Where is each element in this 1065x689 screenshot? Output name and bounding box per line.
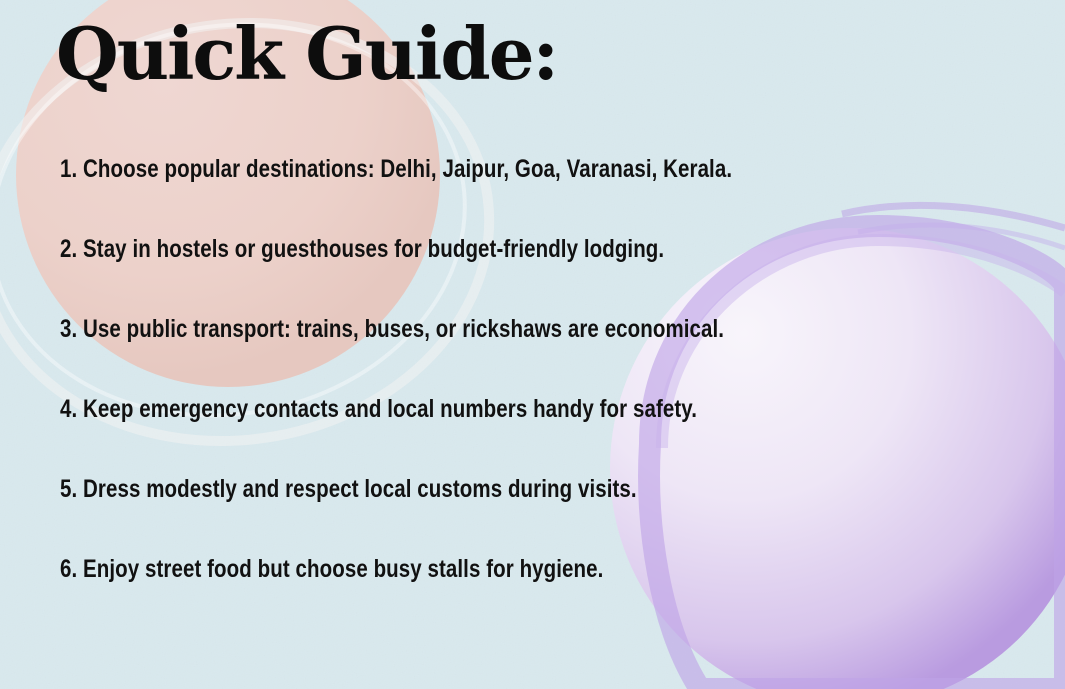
guide-item-3: 3. Use public transport: trains, buses, or rickshaws are economical. xyxy=(60,315,725,343)
guide-item-1: 1. Choose popular destinations: Delhi, Jaipur, Goa, Varanasi, Kerala. xyxy=(60,155,733,183)
guide-item-4: 4. Keep emergency contacts and local numbers handy for safety. xyxy=(60,395,697,423)
guide-list xyxy=(60,154,880,634)
page-title: Quick Guide: xyxy=(56,11,558,96)
guide-item-5: 5. Dress modestly and respect local customs during visits. xyxy=(60,475,637,503)
guide-item-6: 6. Enjoy street food but choose busy stalls for hygiene. xyxy=(60,555,604,583)
guide-item-2: 2. Stay in hostels or guesthouses for budget-friendly lodging. xyxy=(60,235,665,263)
